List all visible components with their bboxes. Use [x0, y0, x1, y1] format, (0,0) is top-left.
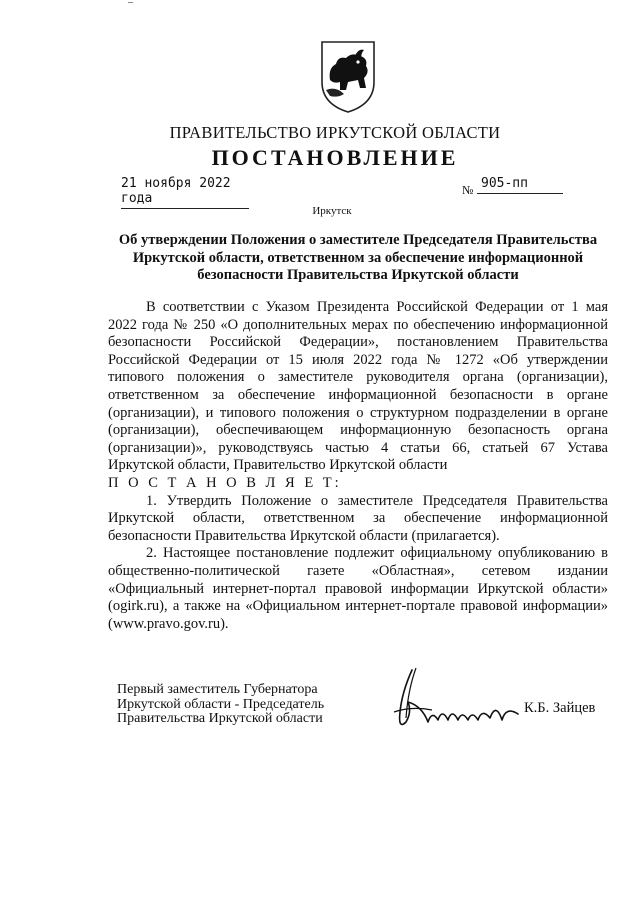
signatory-title: [117, 683, 324, 727]
preamble: В соответствии с Указом Президента Российской Федерации от 1 мая 2022 года № 250 «О дополнительных мерах по обеспечению информационной безопасности Российской Федерации», постановлением Правительства Российской Федерации от 15 июля 2022 года № 1272 «Об утверждении типового положения о заместителе руководителя органа (организации), ответственном за обеспечение информационной безопасности в органе (организации), и типового положения о структурном подразделении в органе (организации), обеспечивающем информационную безопасность органа (организации)», руководствуясь частью 4 статьи 66, статьей 67 Устава Иркутской области, Правительство Иркутской области: [108, 299, 608, 474]
city: Иркутск: [312, 205, 352, 217]
coat-of-arms-icon: [318, 38, 378, 114]
decree-word: П О С Т А Н О В Л Я Е Т:: [108, 474, 342, 491]
item-1: 1. Утвердить Положение о заместителе Председателя Правительства Иркутской области, ответственном за обеспечение информационной безопасности Правительства Иркутской области (прилагается).: [108, 492, 608, 544]
document-heading: Об утверждении Положения о заместителе Председателя Правительства Иркутской области, ответственном за обеспечение информационной безопасности Правительства Иркутской области: [118, 232, 598, 283]
signatory-line-1: Первый заместитель Губернатора: [117, 682, 318, 697]
document-body: [108, 299, 608, 633]
government-name: ПРАВИТЕЛЬСТВО ИРКУТСКОЙ ОБЛАСТИ: [169, 123, 501, 142]
document-number: 905-пп: [477, 176, 563, 194]
signatory-line-2: Иркутской области - Председатель: [117, 696, 325, 712]
document-type: ПОСТАНОВЛЕНИЕ: [211, 145, 459, 170]
item-2: 2. Настоящее постановление подлежит официальному опубликованию в общественно-политической газете «Областная», сетевом издании «Официальный интернет-портал правовой информации Иркутской области» (ogirk.ru), а также на «Официальном интернет-портале правовой информации» (www.pravo.gov.ru).: [108, 545, 608, 632]
signatory-name: К.Б. Зайцев: [524, 700, 596, 716]
handwritten-signature: [372, 662, 532, 742]
number-label: №: [462, 183, 474, 197]
document-date: 21 ноября 2022 года: [121, 176, 249, 209]
scan-mark: [128, 2, 133, 3]
signatory-line-3: Правительства Иркутской области: [117, 711, 323, 726]
